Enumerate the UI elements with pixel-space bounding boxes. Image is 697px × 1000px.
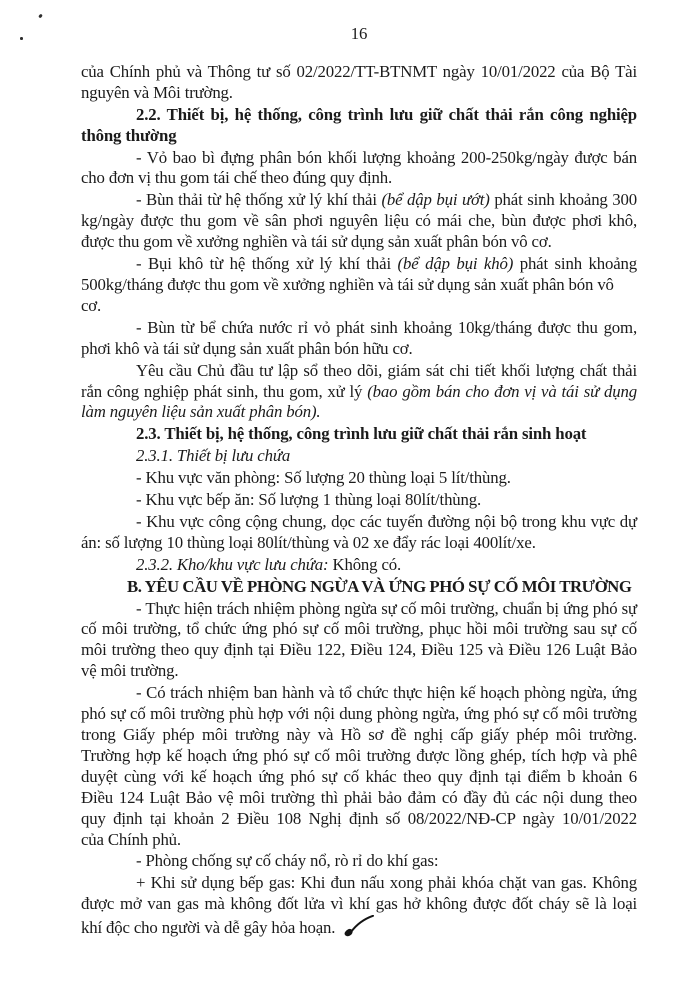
paragraph-packaging-waste — [81, 148, 637, 190]
text-line: quy định tại khoản 2 Điều 108 Nghị định số 08/2022/NĐ-CP ngày 10/01/2022 — [81, 808, 637, 828]
paragraph-wet-sludge — [81, 190, 637, 253]
heading-2-2 — [81, 105, 637, 147]
text-line: của Chính phủ và Thông tư số 02/2022/TT-BTNMT ngày 10/01/2022 của Bộ Tài — [81, 61, 637, 81]
paragraph-gas-safety — [81, 873, 637, 939]
text-run-italic: (bể dập bụi ướt) — [381, 190, 490, 210]
paragraph-dry-dust — [81, 254, 637, 317]
paragraph-office-bins — [81, 468, 637, 489]
text-line — [81, 382, 637, 403]
text-line: cho đơn vị thu gom tái chế theo đúng quy định. — [81, 168, 392, 188]
text-line: - Vỏ bao bì đựng phân bón khối lượng khoảng 200-250kg/ngày được bán — [136, 147, 637, 167]
text-line: cố môi trường, tổ chức ứng phó sự cố môi trường, phục hồi môi trường sau sự cố — [81, 619, 637, 639]
text-run: - Bùn thải từ hệ thống xử lý khí thải — [136, 190, 382, 210]
text-run: rắn công nghiệp phát sinh, thu gom, xử lý — [81, 381, 368, 401]
text-line: Yêu cầu Chủ đầu tư lập sổ theo dõi, giám sát chi tiết khối lượng chất thải — [136, 360, 637, 380]
text-line: thông thường — [81, 125, 177, 145]
text-line: - Phòng chống sự cố cháy nổ, rò rỉ do khí gas: — [136, 851, 439, 871]
text-line: B. YÊU CẦU VỀ PHÒNG NGỪA VÀ ỨNG PHÓ SỰ CỐ MÔI TRƯỜNG — [127, 576, 632, 596]
text-line: phó sự cố môi trường phù hợp với nội dung phòng ngừa, ứng phó sự cố môi trường — [81, 704, 637, 724]
paragraph-response-plan — [81, 683, 637, 850]
text-line — [81, 555, 637, 576]
paragraph-public-bins — [81, 512, 637, 554]
text-line: án: số lượng 10 thùng loại 80lít/thùng và 02 xe đẩy rác loại 400lít/xe. — [81, 532, 536, 552]
page-number: 16 — [350, 24, 368, 43]
text-line: phơi khô và tái sử dụng sản xuất phân bón hữu cơ. — [81, 338, 413, 358]
text-line: được thu gom về xưởng nghiền và tái sử dụng sản xuất phân bón vô cơ. — [81, 232, 552, 252]
heading-2-3 — [81, 424, 637, 445]
text-run-italic: (bao gồm bán cho đơn vị và tái sử dụng — [367, 381, 637, 401]
text-line: - Khu vực công cộng chung, dọc các tuyến đường nội bộ trong khu vực dự — [136, 511, 637, 531]
text-run: Không có. — [328, 554, 402, 574]
scan-speck — [38, 14, 43, 19]
text-line: nguyên và Môi trường. — [81, 82, 233, 102]
text-line: trong Giấy phép môi trường này và Hồ sơ đề nghị cấp giấy phép môi trường. — [81, 725, 637, 744]
text-line: Điều 124 Luật Bảo vệ môi trường thì phải bảo đảm có đầy đủ các nội dung theo — [81, 787, 637, 807]
paragraph-kitchen-bins — [81, 490, 637, 511]
text-line — [81, 915, 637, 939]
text-line: + Khi sử dụng bếp gas: Khi đun nấu xong phải khóa chặt van gas. Không — [136, 873, 637, 893]
text-line: môi trường theo quy định tại Điều 122, Điều 124, Điều 125 và Điều 126 Luật Bảo — [81, 640, 637, 660]
text-line: duyệt cùng với kế hoạch ứng phó sự cố khác theo quy định tại điểm b khoản 6 — [81, 766, 637, 786]
text-run-italic: 2.3.2. Kho/khu vực lưu chứa: — [136, 554, 329, 574]
text-run-italic: (bể dập bụi khô) — [397, 254, 514, 274]
text-line: - Bùn từ bể chứa nước rỉ vỏ phát sinh khoảng 10kg/tháng được thu gom, — [136, 317, 637, 337]
text-line: - Có trách nhiệm ban hành và tổ chức thực hiện kế hoạch phòng ngừa, ứng — [136, 683, 637, 703]
paragraph-intro — [81, 62, 637, 104]
paragraph-2-3-2-storage — [81, 555, 637, 576]
text-line: 2.2. Thiết bị, hệ thống, công trình lưu giữ chất thải rắn công nghiệp — [136, 104, 637, 124]
text-run: khí độc cho người và dễ gây hỏa hoạn. — [81, 918, 336, 938]
text-run: phát sinh khoảng 300 — [489, 190, 637, 210]
text-line: được mở van gas mà không đốt lửa vì khí gas hở không được đốt cháy sẽ là loại — [81, 894, 637, 914]
text-run: - Bụi khô từ hệ thống xử lý khí thải — [136, 254, 398, 274]
text-run: phát sinh khoảng — [513, 254, 637, 274]
paragraph-fire-prevention — [81, 851, 637, 872]
page-body — [81, 62, 637, 939]
text-line: 2.3. Thiết bị, hệ thống, công trình lưu giữ chất thải rắn sinh hoạt — [136, 424, 587, 444]
text-line: - Thực hiện trách nhiệm phòng ngừa sự cố môi trường, chuẩn bị ứng phó sự — [136, 598, 637, 618]
paragraph-responsibility — [81, 599, 637, 683]
heading-2-3-1 — [81, 446, 637, 467]
text-line — [81, 254, 637, 275]
ink-mark — [342, 915, 374, 938]
text-line: 2.3.1. Thiết bị lưu chứa — [136, 446, 291, 466]
paragraph-tank-sludge — [81, 318, 637, 360]
heading-section-b — [81, 577, 637, 598]
text-line: của Chính phủ. — [81, 829, 181, 849]
text-line — [81, 190, 637, 211]
text-line: Trường hợp kế hoạch ứng phó sự cố môi trường được lồng ghép, tích hợp và phê — [81, 745, 637, 765]
text-line: - Khu vực bếp ăn: Số lượng 1 thùng loại 80lít/thùng. — [136, 490, 482, 510]
text-line: làm nguyên liệu sản xuất phân bón). — [81, 402, 321, 422]
text-line: kg/ngày được thu gom về sân phơi nguyên liệu có mái che, bùn được phơi khô, — [81, 211, 637, 231]
paragraph-monitoring — [81, 361, 637, 424]
text-line: - Khu vực văn phòng: Số lượng 20 thùng loại 5 lít/thùng. — [136, 468, 511, 488]
text-line: 500kg/tháng được thu gom về xưởng nghiền và tái sử dụng sản xuất phân bón vô cơ. — [81, 274, 614, 315]
text-line: vệ môi trường. — [81, 661, 179, 681]
scan-speck — [20, 37, 23, 40]
